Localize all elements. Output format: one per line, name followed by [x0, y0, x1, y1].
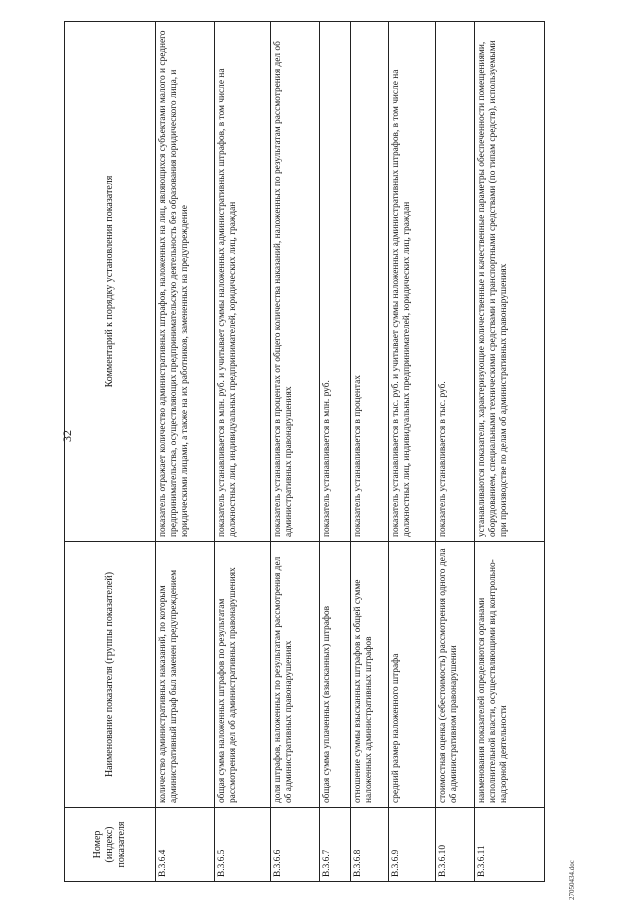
row-name: наименования показателей определяются органами исполнительной власти, осуществляющими вид контрольно-надзорной деятельности [475, 542, 545, 808]
row-name: общая сумма уплаченных (взысканных) штрафов [320, 542, 351, 808]
row-comment: показатель отражает количество административных штрафов, наложенных на лиц, являющихся субъектами малого и среднего предпринимательства, осуществляющих предпринимательскую деятельность без образования юридического лица, и юридическими лицами, а также на их работников, замененных на предупреждение [156, 22, 215, 542]
row-comment: показатель устанавливается в млн. руб. [320, 22, 351, 542]
row-name: доля штрафов, наложенных по результатам рассмотрения дел об административных правонарушениях [271, 542, 320, 808]
row-number: В.3.6.8 [351, 808, 389, 882]
row-number: В.3.6.10 [436, 808, 475, 882]
rotated-table-container [64, 22, 544, 882]
table-row [271, 22, 320, 882]
row-name: количество административных наказаний, по которым административный штраф был заменен предупреждением [156, 542, 215, 808]
page-number: 32 [60, 430, 74, 442]
row-name: средний размер наложенного штрафа [389, 542, 436, 808]
indicators-table [64, 21, 545, 882]
table-row [389, 22, 436, 882]
table-row [320, 22, 351, 882]
row-number: В.3.6.7 [320, 808, 351, 882]
row-comment: показатель устанавливается в тыс. руб. [436, 22, 475, 542]
header-comment: Комментарий к порядку установления показателя [65, 22, 156, 542]
row-number: В.3.6.9 [389, 808, 436, 882]
row-comment: устанавливаются показатели, характеризующие количественные и качественные параметры обеспеченности помещениями, оборудованием, специальными техническими средствами и транспортными средствами (по типам средств), используемыми при производстве по делам об административных правонарушениях [475, 22, 545, 542]
row-number: В.3.6.6 [271, 808, 320, 882]
table-row [156, 22, 215, 882]
table-row [215, 22, 271, 882]
header-number: Номер (индекс) показателя [65, 808, 156, 882]
table-header-row [65, 22, 156, 882]
table-row [351, 22, 389, 882]
table-row [475, 22, 545, 882]
row-number: В.3.6.11 [475, 808, 545, 882]
row-number: В.3.6.5 [215, 808, 271, 882]
table-row [436, 22, 475, 882]
row-name: общая сумма наложенных штрафов по результатам рассмотрения дел об административных правонарушениях [215, 542, 271, 808]
row-comment: показатель устанавливается в процентах от общего количества наказаний, наложенных по результатам рассмотрения дел об административных правонарушениях [271, 22, 320, 542]
header-name: Наименование показателя (группы показателей) [65, 542, 156, 808]
row-comment: показатель устанавливается в млн. руб. и учитывает суммы наложенных административных штрафов, в том числе на должностных лиц, индивидуальных предпринимателей, юридических лиц, граждан [215, 22, 271, 542]
row-comment: показатель устанавливается в процентах [351, 22, 389, 542]
row-name: отношение суммы взысканных штрафов к общей сумме наложенных административных штрафов [351, 542, 389, 808]
row-name: стоимостная оценка (себестоимость) рассмотрения одного дела об административном правонарушении [436, 542, 475, 808]
row-number: В.3.6.4 [156, 808, 215, 882]
row-comment: показатель устанавливается в тыс. руб. и учитывает суммы наложенных административных штрафов, в том числе на должностных лиц, индивидуальных предпринимателей, юридических лиц, граждан [389, 22, 436, 542]
footer-file-code: 27050434.doc [568, 860, 576, 900]
